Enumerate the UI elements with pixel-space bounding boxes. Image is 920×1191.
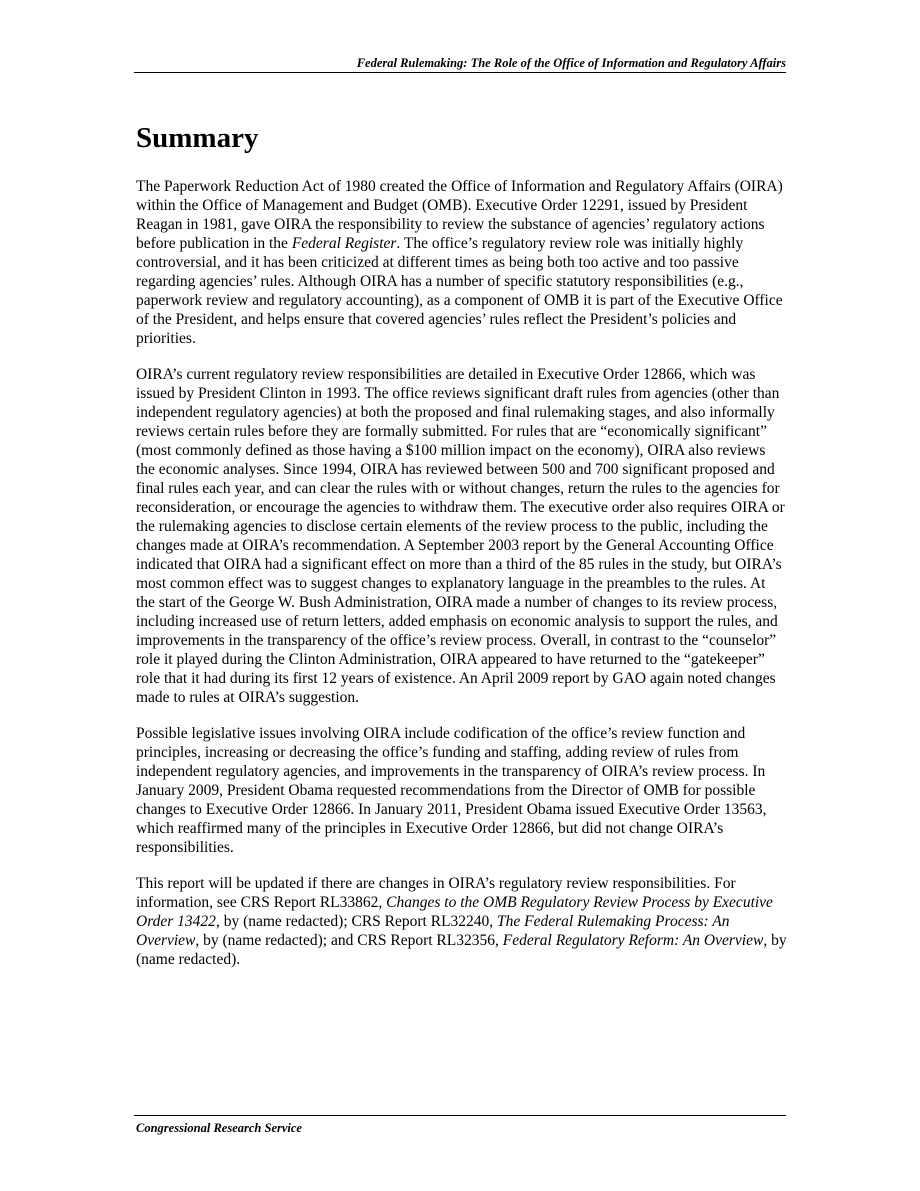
federal-register-italic: Federal Register [291,235,397,252]
paragraph-4-text-g: , by (name redacted). [136,932,787,968]
paragraph-1-text-c: . The office’s regulatory review role was initially highly controversial, and it has been criticized at different times as being both too active and too passive regarding agencies’ rules. Although OIRA has a number of specific statutory responsibilities (e.g., paperwork review and regulatory accounting), as a component of OMB it is part of the Executive Office of the President, and helps ensure that covered agencies’ rules reflect the President’s policies and priorities. [136,235,783,347]
summary-body [136,177,788,986]
running-header: Federal Rulemaking: The Role of the Office of Information and Regulatory Affairs [356,56,786,70]
page-title: Summary [136,122,259,154]
paragraph-1-text-a: The Paperwork Reduction Act of 1980 created the Office of Information and Regulatory Affairs (OIRA) within the Office of Management and Budget (OMB). Executive Order 12291, issued by President Reagan in 1981, gave OIRA the responsibility to review the substance of agencies’ regulatory actions before publication in the [136,178,783,252]
paragraph-4-text-e: , by (name redacted); and CRS Report RL32356, [195,932,503,949]
report-title-rl33862: Changes to the OMB Regulatory Review Process by Executive Order 13422 [136,894,773,930]
footer-rule [134,1115,786,1116]
footer-publisher: Congressional Research Service [136,1121,302,1135]
header-rule [134,72,786,73]
paragraph-4-text-c: , by (name redacted); CRS Report RL32240, [215,913,498,930]
report-title-rl32356: Federal Regulatory Reform: An Overview [502,932,764,949]
paragraph-4-text-a: This report will be updated if there are changes in OIRA’s regulatory review responsibilities. For information, see CRS Report RL33862, [136,875,736,911]
paragraph-3: Possible legislative issues involving OIRA include codification of the office’s review function and principles, increasing or decreasing the office’s funding and staffing, adding review of rules from independent regulatory agencies, and improvements in the transparency of OIRA’s review process. In January 2009, President Obama requested recommendations from the Director of OMB for possible changes to Executive Order 12866. In January 2011, President Obama issued Executive Order 13563, which reaffirmed many of the principles in Executive Order 12866, but did not change OIRA’s responsibilities. [136,725,767,856]
paragraph-4 [136,874,788,969]
report-title-rl32240: The Federal Rulemaking Process: An Overview [136,913,730,949]
paragraph-2: OIRA’s current regulatory review responsibilities are detailed in Executive Order 12866, which was issued by President Clinton in 1993. The office reviews significant draft rules from agencies (other than independent regulatory agencies) at both the proposed and final rulemaking stages, and also informally reviews certain rules before they are formally submitted. For rules that are “economically significant” (most commonly defined as those having a $100 million impact on the economy), OIRA also reviews the economic analyses. Since 1994, OIRA has reviewed between 500 and 700 significant proposed and final rules each year, and can clear the rules with or without changes, return the rules to the agencies for reconsideration, or encourage the agencies to withdraw them. The executive order also requires OIRA or the rulemaking agencies to disclose certain elements of the review process to the public, including the changes made at OIRA’s recommendation. A September 2003 report by the General Accounting Office indicated that OIRA had a significant effect on more than a third of the 85 rules in the study, but OIRA’s most common effect was to suggest changes to explanatory language in the preambles to the rules. At the start of the George W. Bush Administration, OIRA made a number of changes to its review process, including increased use of return letters, added emphasis on economic analysis to support the rules, and improvements in the transparency of the office’s review process. Overall, in contrast to the “counselor” role it played during the Clinton Administration, OIRA appeared to have returned to the “gatekeeper” role that it had during its first 12 years of existence. An April 2009 report by GAO again noted changes made to rules at OIRA’s suggestion. [136,366,785,706]
paragraph-1 [136,177,788,348]
